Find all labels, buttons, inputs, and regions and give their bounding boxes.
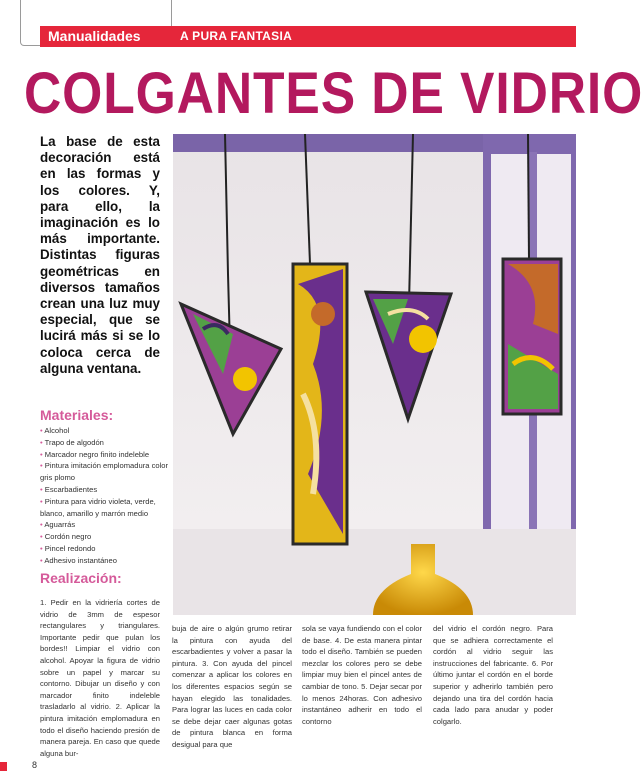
section-label: Manualidades <box>48 28 141 44</box>
realization-column-1: 1. Pedir en la vidriería cortes de vidrio de 3mm de espesor rectangulares y triangulares. Importante pedir que pulan los bordes!! Limpiar el vidrio con alcohol. Apoyar la figura de vidrio sobre un papel y marcar su contorno. Dibujar un diseño y con marcador finito indeleble trasladarlo al vidrio. 2. Aplicar la pintura imitación emplomadura en todo el diseño haciendo presión de manera pareja. En caso que quede alguna bur- <box>40 598 160 758</box>
page-mark <box>0 762 7 771</box>
page-number: 8 <box>32 760 38 770</box>
materials-list <box>40 425 170 567</box>
list-item: • Adhesivo instantáneo <box>40 555 170 567</box>
realization-column-2: buja de aire o algún grumo retirar la pintura con ayuda del escarbadientes y volver a pasar la pintura. 3. Con ayuda del pincel comenzar a aplicar los colores en los diferentes espacios según se hayan elegido las tonalidades. Para lograr las luces en cada color se debe dejar caer algunas gotas de pintura blanca en forma desigual para que <box>172 624 292 749</box>
list-item: • Pintura imitación emplomadura color gris plomo <box>40 460 170 484</box>
realization-column-3: sola se vaya fundiendo con el color de base. 4. De esta manera pintar todo el diseño. También se pueden mezclar los colores pero se debe limpiar muy bien el pincel antes de cambiar de tono. 5. Dejar secar por lo menos 24horas. Con adhesivo instantáneo adherir en todo el contorno <box>302 624 422 726</box>
list-item: • Escarbadientes <box>40 484 170 496</box>
list-item: • Pintura para vidrio violeta, verde, blanco, amarillo y marrón medio <box>40 496 170 520</box>
materials-heading: Materiales: <box>40 407 114 423</box>
list-item: • Trapo de algodón <box>40 437 170 449</box>
list-item: • Aguarrás <box>40 519 170 531</box>
photo-glass-pendants <box>173 134 576 615</box>
realization-heading: Realización: <box>40 570 122 586</box>
realization-column-4: del vidrio el cordón negro. Para que se adhiera correctamente el cordón al vidrio seguir las instrucciones del fabricante. 6. Por último juntar el cordón en el borde superior y adherirlo también pero dejando una tira del cordón hacia cada lado para anudar y poder colgarlo. <box>433 624 553 726</box>
lede-paragraph: La base de esta decoración está en las formas y los colores. Y, para ello, la imaginación es lo más importante. Distintas figuras geométricas en diversos tamaños crean una luz muy especial, que se lucirá más si se lo coloca cerca de alguna ventana. <box>40 134 160 376</box>
list-item: • Cordón negro <box>40 531 170 543</box>
list-item: • Alcohol <box>40 425 170 437</box>
article-title: COLGANTES DE VIDRIO <box>24 61 643 126</box>
list-item: • Marcador negro finito indeleble <box>40 449 170 461</box>
subsection-label: A PURA FANTASIA <box>180 29 293 43</box>
list-item: • Pincel redondo <box>40 543 170 555</box>
